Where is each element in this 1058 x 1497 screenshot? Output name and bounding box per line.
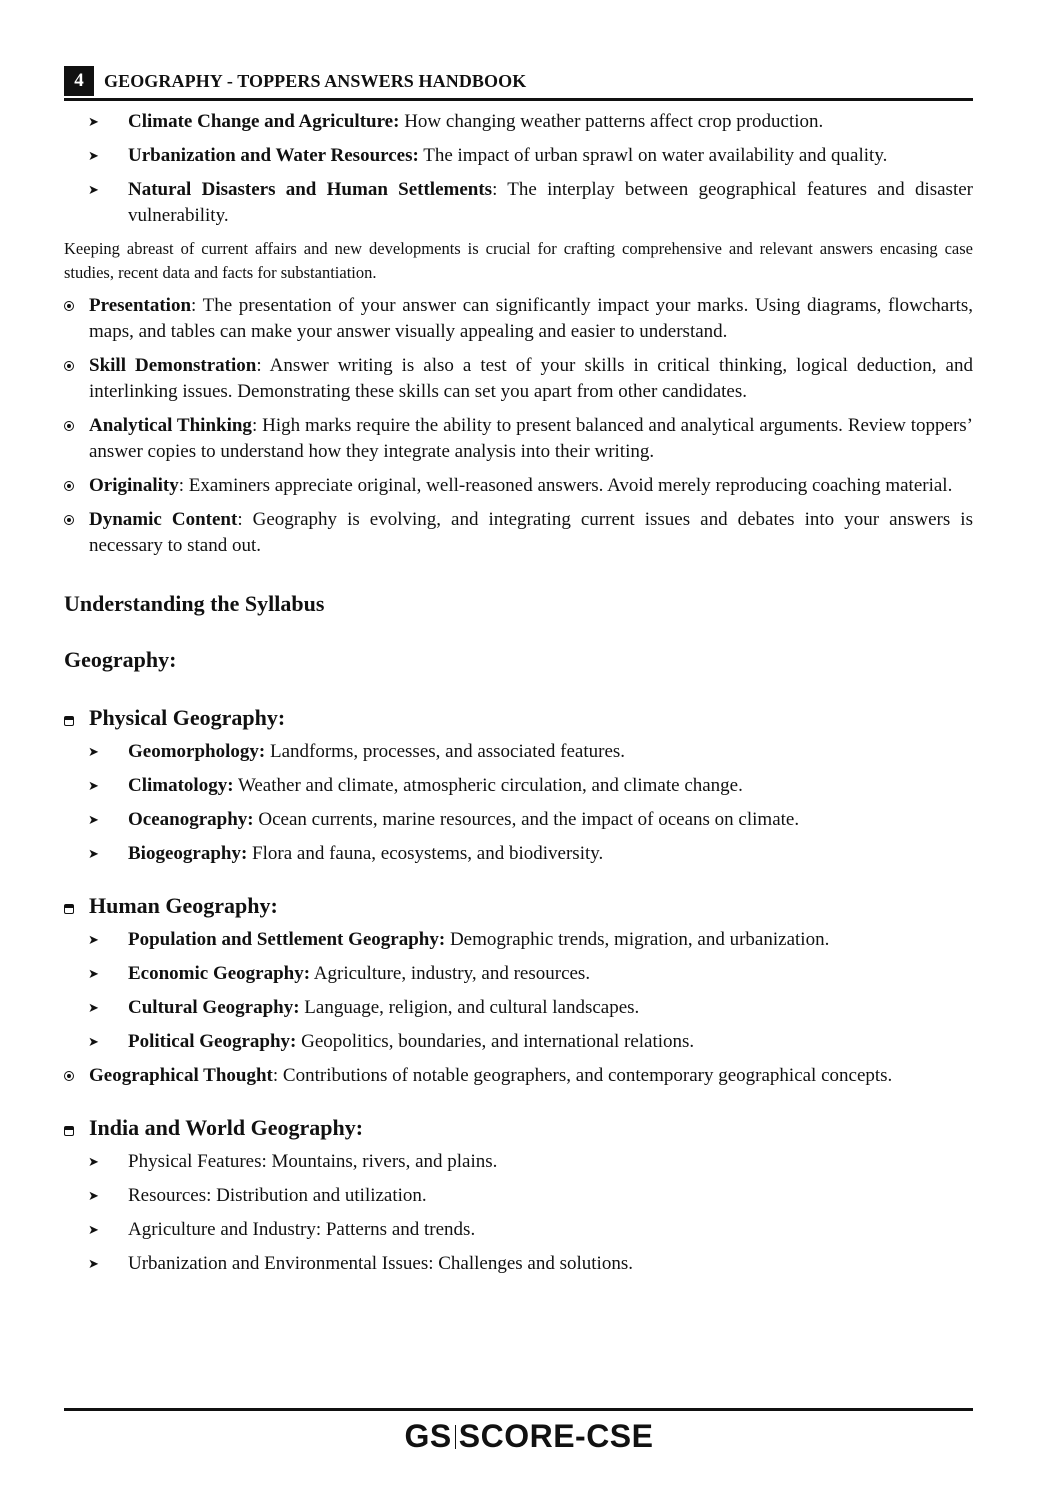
arrow-bullet-icon: ➤ [88, 1256, 99, 1271]
square-bullet-icon [64, 904, 74, 914]
section-heading: Understanding the Syllabus [64, 591, 325, 616]
intro-list [64, 109, 973, 229]
header-rule [64, 98, 973, 101]
list-item: ➤ Physical Features: Mountains, rivers, and plains. [64, 1149, 973, 1175]
list-item: ➤ Urbanization and Water Resources: The impact of urban sprawl on water availability and quality. [64, 143, 973, 169]
page-number: 4 [64, 66, 94, 96]
list-item: ➤ Natural Disasters and Human Settlements: The interplay between geographical features and disaster vulnerability. [88, 179, 973, 226]
running-header [64, 66, 973, 96]
list-item: ➤ Population and Settlement Geography: Demographic trends, migration, and urbanization. [64, 927, 973, 953]
arrow-bullet-icon: ➤ [88, 148, 99, 163]
subsection-heading: Geography: [64, 647, 177, 672]
page [64, 66, 973, 1277]
human-list [64, 927, 973, 1055]
human-geography-heading: Human Geography: [64, 893, 973, 919]
list-item: ➤ Agriculture and Industry: Patterns and trends. [64, 1217, 973, 1243]
list-item: ➤ Climate Change and Agriculture: How changing weather patterns affect crop production. [64, 109, 973, 135]
circle-bullet-icon [64, 301, 74, 311]
circle-bullet-icon [64, 515, 74, 525]
arrow-bullet-icon: ➤ [88, 114, 99, 129]
arrow-bullet-icon: ➤ [88, 778, 99, 793]
physical-geography-heading: Physical Geography: [64, 705, 973, 731]
arrow-bullet-icon: ➤ [88, 744, 99, 759]
arrow-bullet-icon: ➤ [88, 1034, 99, 1049]
list-item: ➤ Political Geography: Geopolitics, boundaries, and international relations. [64, 1029, 973, 1055]
circle-bullet-icon [64, 361, 74, 371]
arrow-bullet-icon: ➤ [88, 966, 99, 981]
list-item: ➤ Oceanography: Ocean currents, marine resources, and the impact of oceans on climate. [64, 807, 973, 833]
header-title: GEOGRAPHY - TOPPERS ANSWERS HANDBOOK [104, 70, 527, 91]
list-item: ➤ Urbanization and Environmental Issues: Challenges and solutions. [64, 1251, 973, 1277]
arrow-bullet-icon: ➤ [88, 932, 99, 947]
circle-bullet-icon [64, 481, 74, 491]
list-item: Geographical Thought: Contributions of notable geographers, and contemporary geographical concepts. [64, 1063, 973, 1089]
square-bullet-icon [64, 716, 74, 726]
list-item: ➤ Cultural Geography: Language, religion, and cultural landscapes. [64, 995, 973, 1021]
list-item: Skill Demonstration: Answer writing is also a test of your skills in critical thinking, logical deduction, and interlinking issues. Demonstrating these skills can set you apart from other candidates. [64, 353, 973, 405]
india-world-list [64, 1149, 973, 1277]
list-item: ➤ Geomorphology: Landforms, processes, and associated features. [64, 739, 973, 765]
current-affairs-note: Keeping abreast of current affairs and new developments is crucial for crafting comprehensive and relevant answers encasing case studies, recent data and facts for substantiation. [64, 239, 973, 282]
list-item: Originality: Examiners appreciate original, well-reasoned answers. Avoid merely reproducing coaching material. [64, 473, 973, 499]
circle-bullet-icon [64, 1071, 74, 1081]
footer-rule [64, 1408, 973, 1411]
arrow-bullet-icon: ➤ [88, 1154, 99, 1169]
list-item: Analytical Thinking: High marks require the ability to present balanced and analytical arguments. Review toppers’ answer copies to understand how they integrate analysis into their writing. [64, 413, 973, 465]
arrow-bullet-icon: ➤ [88, 1000, 99, 1015]
tips-list [64, 293, 973, 559]
arrow-bullet-icon: ➤ [88, 812, 99, 827]
list-item: Dynamic Content: Geography is evolving, and integrating current issues and debates into your answers is necessary to stand out. [64, 507, 973, 559]
list-item: ➤ Economic Geography: Agriculture, industry, and resources. [64, 961, 973, 987]
list-item: ➤ Biogeography: Flora and fauna, ecosystems, and biodiversity. [64, 841, 973, 867]
logo-separator [455, 1425, 456, 1449]
circle-bullet-icon [64, 421, 74, 431]
arrow-bullet-icon: ➤ [88, 1188, 99, 1203]
list-item: ➤ Resources: Distribution and utilization. [64, 1183, 973, 1209]
list-item: Presentation: The presentation of your answer can significantly impact your marks. Using diagrams, flowcharts, maps, and tables can make your answer visually appealing and easier to understand. [64, 293, 973, 345]
arrow-bullet-icon: ➤ [88, 182, 99, 197]
footer-logo: GS SCORE-CSE [404, 1418, 654, 1454]
india-world-geography-heading: India and World Geography: [64, 1115, 973, 1141]
list-item: ➤ Climatology: Weather and climate, atmospheric circulation, and climate change. [64, 773, 973, 799]
square-bullet-icon [64, 1126, 74, 1136]
arrow-bullet-icon: ➤ [88, 846, 99, 861]
arrow-bullet-icon: ➤ [88, 1222, 99, 1237]
physical-list [64, 739, 973, 867]
